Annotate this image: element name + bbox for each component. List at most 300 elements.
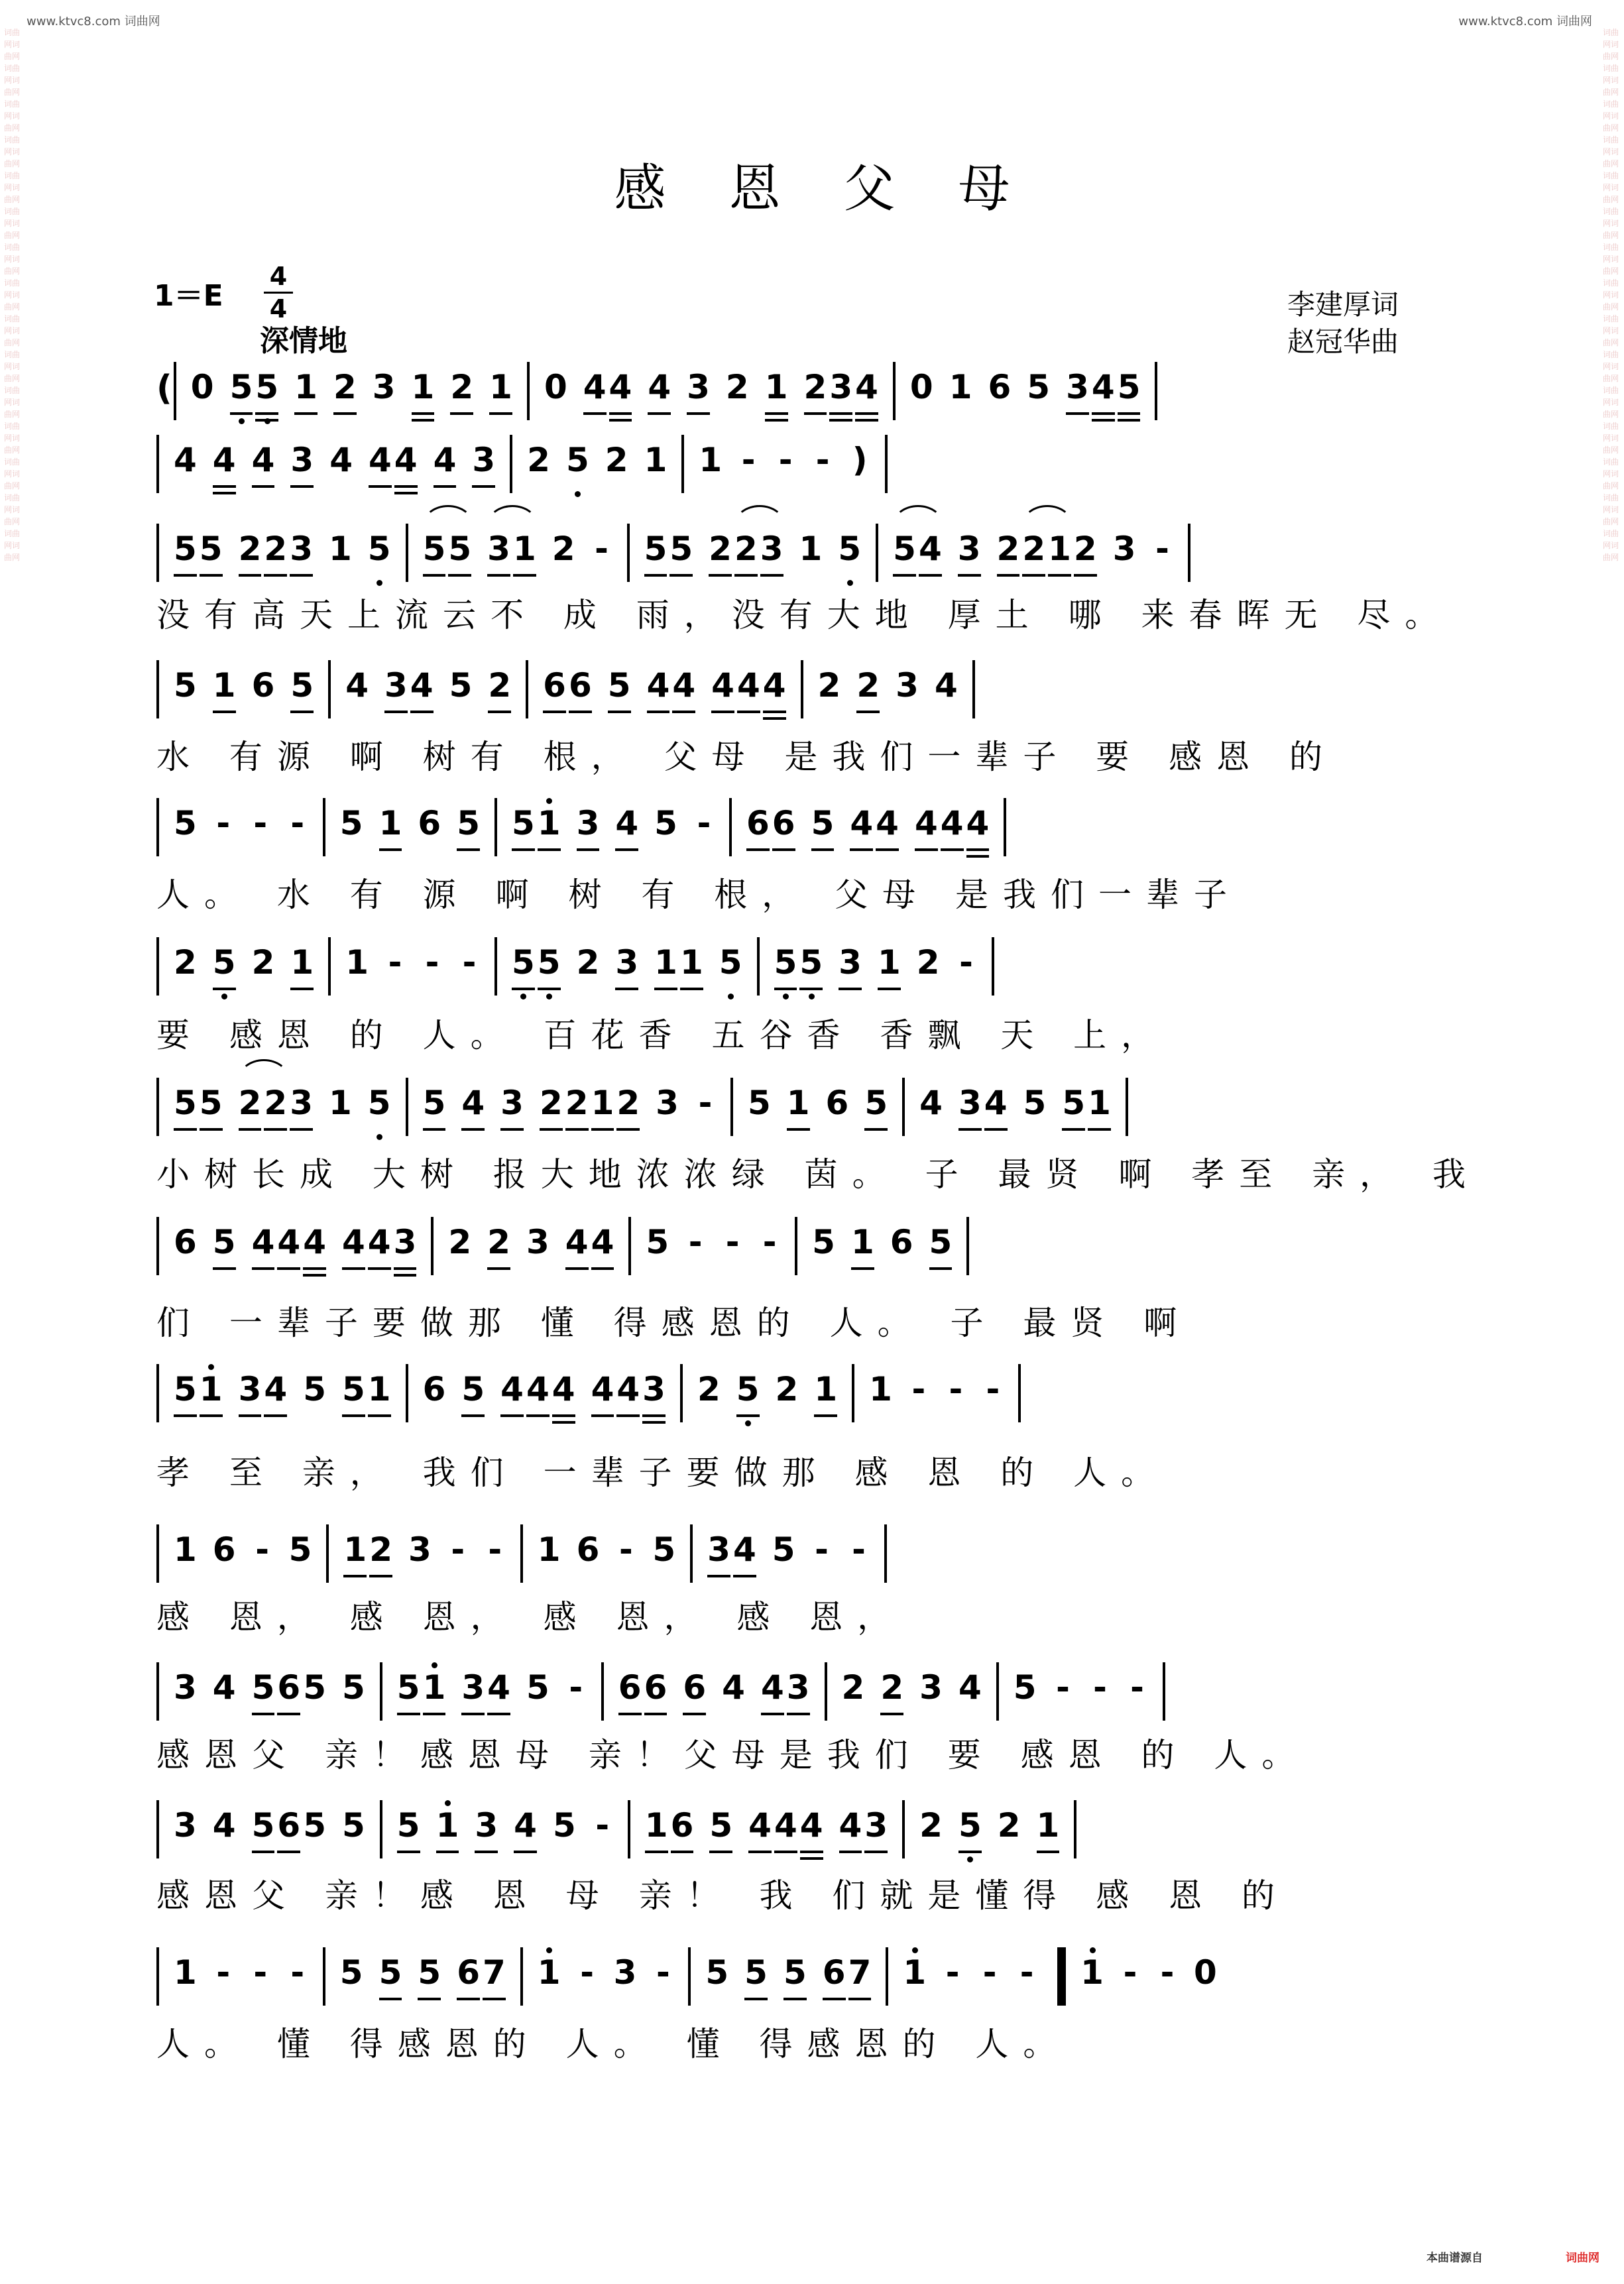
note: 1 <box>1048 528 1071 577</box>
measure <box>1066 1951 1232 1998</box>
notation-row-6 <box>156 941 1482 996</box>
beat-group <box>693 802 715 848</box>
note: 3 <box>372 368 396 406</box>
measure <box>797 1221 966 1270</box>
note: 3 <box>290 439 314 488</box>
lyrics-line-6: 要 感恩 的 人。 百花香 五谷香 香飘 天 上， <box>156 1016 1169 1055</box>
beat-group <box>461 1666 510 1715</box>
note: 1 <box>799 530 823 568</box>
note: 5 <box>397 1666 420 1715</box>
beat-group <box>434 439 457 488</box>
note: 3 <box>239 1368 262 1417</box>
note: 2 <box>856 664 880 713</box>
beat-group <box>329 439 353 485</box>
beat-group <box>450 366 473 415</box>
note: 2 <box>333 366 357 415</box>
note: 3 <box>290 528 313 577</box>
beat-group <box>423 1368 446 1414</box>
key-signature: 1＝E <box>154 279 223 313</box>
measure <box>878 528 1187 577</box>
beat-group <box>174 1951 197 1998</box>
note: 5 <box>1118 366 1141 415</box>
note: 4 <box>1092 366 1115 415</box>
note: - <box>688 1223 703 1261</box>
note: 3 <box>613 1953 637 1992</box>
note: 5 <box>736 1368 760 1417</box>
note: - <box>290 804 305 842</box>
note: 2 <box>576 943 600 982</box>
beat-group <box>697 1368 721 1414</box>
time-signature-top: 4 <box>269 262 288 291</box>
composer: 赵冠华曲 <box>1287 325 1399 358</box>
note: 5 <box>368 528 391 574</box>
note: 5 <box>379 1951 402 2000</box>
note: 1 <box>174 1530 197 1569</box>
beat-group <box>191 366 214 412</box>
footer-source: 本曲谱源自 <box>1426 2252 1483 2265</box>
beat-group <box>213 1528 236 1575</box>
note: - <box>949 1370 963 1408</box>
note: 6 <box>890 1223 913 1261</box>
note: - <box>698 1084 713 1122</box>
beat-group <box>945 1368 966 1414</box>
beat-group <box>746 802 795 851</box>
beat-group <box>379 802 402 851</box>
note: 2 <box>916 943 940 982</box>
beat-group <box>230 366 279 415</box>
note: 5 <box>744 1951 768 2000</box>
note: 3 <box>174 1806 197 1845</box>
measure <box>159 439 510 488</box>
beat-group <box>644 528 693 577</box>
note: - <box>741 441 756 479</box>
note: 5 <box>1013 1668 1037 1707</box>
beat-group <box>919 1666 943 1713</box>
note: 3 <box>642 1368 666 1417</box>
lyrics-line-8: 们 一辈子要做那 懂 得感恩的 人。 子 最贤 啊 <box>156 1304 1192 1342</box>
beat-group <box>804 366 878 415</box>
measure <box>159 1666 380 1715</box>
measure <box>159 1368 406 1417</box>
note: 2 <box>264 528 287 577</box>
note: 3 <box>1066 366 1089 415</box>
note: 4 <box>329 441 353 479</box>
beat-group <box>1157 1951 1178 1998</box>
note: 5 <box>339 804 363 842</box>
note: 2 <box>565 1082 589 1131</box>
measure <box>159 1221 431 1270</box>
beat-group <box>252 664 275 711</box>
note: 1 <box>489 366 512 415</box>
beat-group <box>333 366 357 415</box>
note: 3 <box>174 1668 197 1707</box>
measure <box>382 1804 628 1853</box>
notation-row-11 <box>156 1666 1482 1721</box>
site-url-left[interactable]: www.ktvc8.com 词曲网 <box>27 15 160 29</box>
note: 3 <box>615 941 638 990</box>
lyrics-line-4: 水 有源 啊 树有 根， 父母 是我们一辈子 要 感恩 的 <box>156 738 1338 776</box>
note: 4 <box>345 666 369 705</box>
measure <box>408 1082 730 1131</box>
beat-group <box>527 439 550 485</box>
note: 1 <box>328 530 352 568</box>
beat-group <box>1090 1666 1111 1713</box>
note: 4 <box>876 802 899 851</box>
beat-group <box>342 1221 416 1270</box>
note: 3 <box>290 1082 313 1131</box>
note: 4 <box>252 1221 275 1270</box>
note: 6 <box>251 666 275 705</box>
note: 5 <box>719 941 742 988</box>
note: 1 <box>537 1530 561 1569</box>
note: 2 <box>697 1370 721 1408</box>
beat-group <box>583 366 632 415</box>
note: 5 <box>654 804 677 842</box>
measure <box>159 1804 380 1853</box>
beat-group <box>608 664 631 713</box>
note: 5 <box>705 1953 729 1992</box>
note: 1 <box>343 1528 367 1577</box>
note: 5 <box>448 528 471 577</box>
note: 5 <box>339 1953 363 1992</box>
note: 5 <box>230 366 253 415</box>
note: 5 <box>646 1223 669 1261</box>
barline <box>1074 1800 1076 1858</box>
note: 5 <box>255 366 278 415</box>
beat-group <box>958 1082 1008 1131</box>
beat-group <box>645 1804 694 1853</box>
beat-group <box>174 1666 197 1713</box>
note: 4 <box>212 1668 236 1707</box>
note: 4 <box>410 664 434 713</box>
lyrics-line-11: 感恩父 亲！感恩母 亲！父母是我们 要 感恩 的 人。 <box>156 1736 1310 1774</box>
beat-group <box>915 802 989 851</box>
note: - <box>982 1953 997 1992</box>
notation-row-13 <box>156 1951 1482 2006</box>
note: 3 <box>958 528 981 577</box>
beat-group <box>644 439 667 485</box>
note: 5 <box>864 1082 888 1131</box>
note: 6 <box>277 1804 300 1853</box>
note: 3 <box>408 1530 432 1569</box>
beat-group <box>418 1951 441 2000</box>
measure <box>905 1082 1126 1131</box>
beat-group <box>449 664 473 711</box>
note: 5 <box>200 1082 223 1131</box>
beat-group <box>903 1951 926 1998</box>
barline <box>966 1217 969 1275</box>
note: 5 <box>342 1368 365 1417</box>
beat-group <box>174 941 197 988</box>
note: 4 <box>500 1368 524 1417</box>
lyricist: 李建厚词 <box>1287 288 1399 321</box>
note: 3 <box>829 366 852 415</box>
note: - <box>488 1530 502 1569</box>
beat-group <box>1127 1666 1148 1713</box>
note: 1 <box>538 802 561 851</box>
beat-group <box>552 528 575 574</box>
note: 1 <box>328 1084 352 1122</box>
beat-group <box>919 1082 943 1128</box>
note: 3 <box>475 1804 498 1853</box>
note: 4 <box>342 1221 365 1270</box>
note: 0 <box>1193 1953 1217 1992</box>
note: 6 <box>644 1666 667 1715</box>
lyrics-line-3: 没有高天上流云不 成 雨，没有大地 厚土 哪 来春晖无 尽。 <box>156 596 1453 634</box>
time-signature-bottom: 4 <box>269 294 288 323</box>
note: 4 <box>583 366 607 415</box>
note: 2 <box>450 366 473 415</box>
measure <box>159 664 328 713</box>
beat-group <box>783 1951 807 2000</box>
beat-group <box>654 941 703 990</box>
footer-brand-link[interactable]: 词曲网 <box>1566 2252 1599 2265</box>
note: - <box>253 804 268 842</box>
note: - <box>986 1370 1000 1408</box>
beat-group <box>826 1082 849 1128</box>
note: 5 <box>461 1368 485 1417</box>
beat-group <box>823 1951 872 2000</box>
note: 5 <box>449 666 473 705</box>
lyrics-line-13: 人。 懂 得感恩的 人。 懂 得感恩的 人。 <box>156 2025 1071 2063</box>
beat-group <box>457 802 480 851</box>
note: 2 <box>997 528 1020 577</box>
beat-group <box>997 528 1097 577</box>
beat-group <box>397 1666 446 1715</box>
note: 4 <box>984 1082 1008 1131</box>
note: 3 <box>500 1082 524 1131</box>
beat-group <box>418 802 441 848</box>
note: - <box>580 1953 594 1992</box>
note: - <box>216 804 231 842</box>
measure <box>159 1951 323 1998</box>
beat-group <box>942 1951 963 1998</box>
beat-group <box>748 1804 823 1853</box>
note: 3 <box>864 1804 888 1853</box>
beat-group <box>345 664 369 711</box>
beat-group <box>577 1951 598 1998</box>
beat-group <box>252 1666 326 1715</box>
note: 1 <box>1088 1082 1111 1131</box>
note: 3 <box>577 802 600 851</box>
beat-group <box>540 1082 640 1131</box>
beat-group <box>174 1082 223 1131</box>
beat-group <box>776 1368 799 1414</box>
note: 7 <box>848 1951 872 2000</box>
beat-group <box>592 1804 613 1851</box>
note: 6 <box>543 664 566 713</box>
beat-group <box>958 1804 982 1853</box>
measure <box>999 1666 1163 1713</box>
note: - <box>1093 1668 1107 1707</box>
measure <box>159 1082 406 1131</box>
beat-group <box>956 941 977 988</box>
note: - <box>1130 1668 1144 1707</box>
lyrics-line-9: 孝 至 亲， 我们 一辈子要做那 感 恩 的 人。 <box>156 1454 1169 1492</box>
note: 4 <box>839 1804 862 1853</box>
beat-group <box>252 439 275 488</box>
note: - <box>852 1530 866 1569</box>
beat-group <box>618 1666 667 1715</box>
note: 6 <box>457 1951 480 2000</box>
note: 4 <box>919 528 942 577</box>
note: 4 <box>461 1082 485 1131</box>
note: - <box>255 1530 269 1569</box>
note: 1 <box>680 941 703 990</box>
beat-group <box>577 802 600 851</box>
beat-group <box>461 1368 485 1417</box>
note: 4 <box>915 802 938 851</box>
beat-group <box>738 439 759 485</box>
measure <box>896 366 1155 415</box>
beat-group <box>368 1082 391 1128</box>
note: 2 <box>448 1223 472 1261</box>
side-watermark-right: 词曲网词曲网词曲网词曲网词曲网词曲网词曲网词曲网词曲网词曲网词曲网词曲网词曲网词曲网词曲网词曲网词曲网词曲网词曲网词曲网词曲网词曲网词曲网词曲网词曲网词曲网词曲网词曲网词曲网词曲网 <box>1603 28 1619 562</box>
note: 1 <box>294 366 318 415</box>
note: 2 <box>239 1082 262 1131</box>
beat-group <box>656 1082 679 1128</box>
note: 4 <box>763 664 786 713</box>
beat-group <box>707 1528 756 1577</box>
measure <box>693 1528 884 1577</box>
note: 6 <box>823 1951 846 2000</box>
measure <box>523 1951 689 1998</box>
measure <box>159 1528 326 1575</box>
beat-group <box>487 528 536 577</box>
beat-group <box>553 1804 576 1851</box>
note: 3 <box>687 366 710 415</box>
note: 5 <box>290 664 314 713</box>
song-title: 感恩父母 <box>614 159 1073 219</box>
note: 1 <box>644 441 667 479</box>
note: 5 <box>418 1951 441 2000</box>
note: 4 <box>591 1221 614 1270</box>
beat-group <box>412 366 435 415</box>
note: - <box>290 1953 305 1992</box>
beat-group <box>1066 366 1140 415</box>
notation-row-12 <box>156 1804 1482 1858</box>
beat-group <box>709 528 783 577</box>
note: 5 <box>423 1082 446 1131</box>
note: 3 <box>656 1084 679 1122</box>
site-url-right[interactable]: www.ktvc8.com 词曲网 <box>1458 15 1592 29</box>
note: 6 <box>825 1084 849 1122</box>
note: 2 <box>540 1082 563 1131</box>
note: 5 <box>341 1668 365 1707</box>
note: 5 <box>783 1951 807 2000</box>
measure <box>408 1368 680 1417</box>
note: 4 <box>855 366 878 415</box>
note: 2 <box>997 1806 1021 1845</box>
note: 4 <box>647 664 670 713</box>
note: 5 <box>608 664 631 713</box>
beat-group <box>526 1221 550 1267</box>
beat-group <box>711 664 785 713</box>
beat-group <box>345 941 369 988</box>
note: - <box>216 1953 231 1992</box>
barline <box>1126 1078 1128 1136</box>
beat-group <box>448 1221 471 1267</box>
note: 6 <box>683 1666 706 1715</box>
note: 5 <box>303 1806 326 1845</box>
note: 1 <box>1080 1951 1104 1998</box>
beat-group <box>489 366 512 415</box>
beat-group <box>213 439 236 488</box>
note: - <box>451 1530 465 1569</box>
beat-group <box>722 1666 745 1713</box>
note: 4 <box>800 1804 823 1853</box>
beat-group <box>736 1368 760 1417</box>
note: 4 <box>514 1804 537 1853</box>
measure <box>329 1528 520 1577</box>
note: 5 <box>772 1530 795 1569</box>
note: - <box>425 943 439 982</box>
measure <box>434 1221 628 1270</box>
beat-group <box>982 1368 1004 1414</box>
note: 7 <box>483 1951 506 2000</box>
measure <box>523 1528 690 1575</box>
beat-group <box>368 528 391 574</box>
note: 4 <box>722 1668 745 1707</box>
beat-group <box>290 439 314 488</box>
note: 5 <box>512 802 535 851</box>
note: 3 <box>896 666 919 705</box>
note: 5 <box>652 1530 676 1569</box>
note: 5 <box>709 1804 732 1853</box>
note: 2 <box>841 1668 865 1707</box>
beat-group <box>294 366 318 415</box>
beat-group <box>174 1528 197 1575</box>
note: 5 <box>538 941 561 990</box>
note: 5 <box>644 528 667 577</box>
note: 4 <box>711 664 734 713</box>
beat-group <box>252 941 275 988</box>
note: 2 <box>775 1370 799 1408</box>
note: - <box>462 943 477 982</box>
beat-group <box>565 1666 587 1713</box>
note: 5 <box>200 528 223 577</box>
barline <box>884 1524 887 1583</box>
note: 5 <box>811 802 835 851</box>
beat-group <box>329 528 352 574</box>
measure <box>512 439 681 485</box>
beat-group <box>512 941 561 990</box>
note: 6 <box>746 802 770 851</box>
notation-row-7 <box>156 1082 1482 1136</box>
beat-group <box>839 941 862 990</box>
note: 1 <box>174 1953 197 1992</box>
measure <box>683 1368 852 1417</box>
beat-group <box>343 1528 392 1577</box>
beat-group <box>538 1951 561 1998</box>
note: 1 <box>878 941 901 990</box>
note: 5 <box>552 1806 576 1845</box>
note: 4 <box>565 1221 589 1270</box>
note: 0 <box>190 368 214 406</box>
note: 4 <box>615 802 638 851</box>
note: - <box>595 1806 610 1845</box>
note: - <box>762 1223 777 1261</box>
note: 2 <box>527 441 550 479</box>
note: 1 <box>787 1082 810 1131</box>
note: 4 <box>774 1804 797 1853</box>
note: 1 <box>591 1082 614 1131</box>
beat-group <box>459 941 480 988</box>
beat-group <box>958 1666 982 1713</box>
beat-group <box>774 941 823 990</box>
measure <box>691 1951 886 2000</box>
beat-group <box>683 1666 706 1715</box>
